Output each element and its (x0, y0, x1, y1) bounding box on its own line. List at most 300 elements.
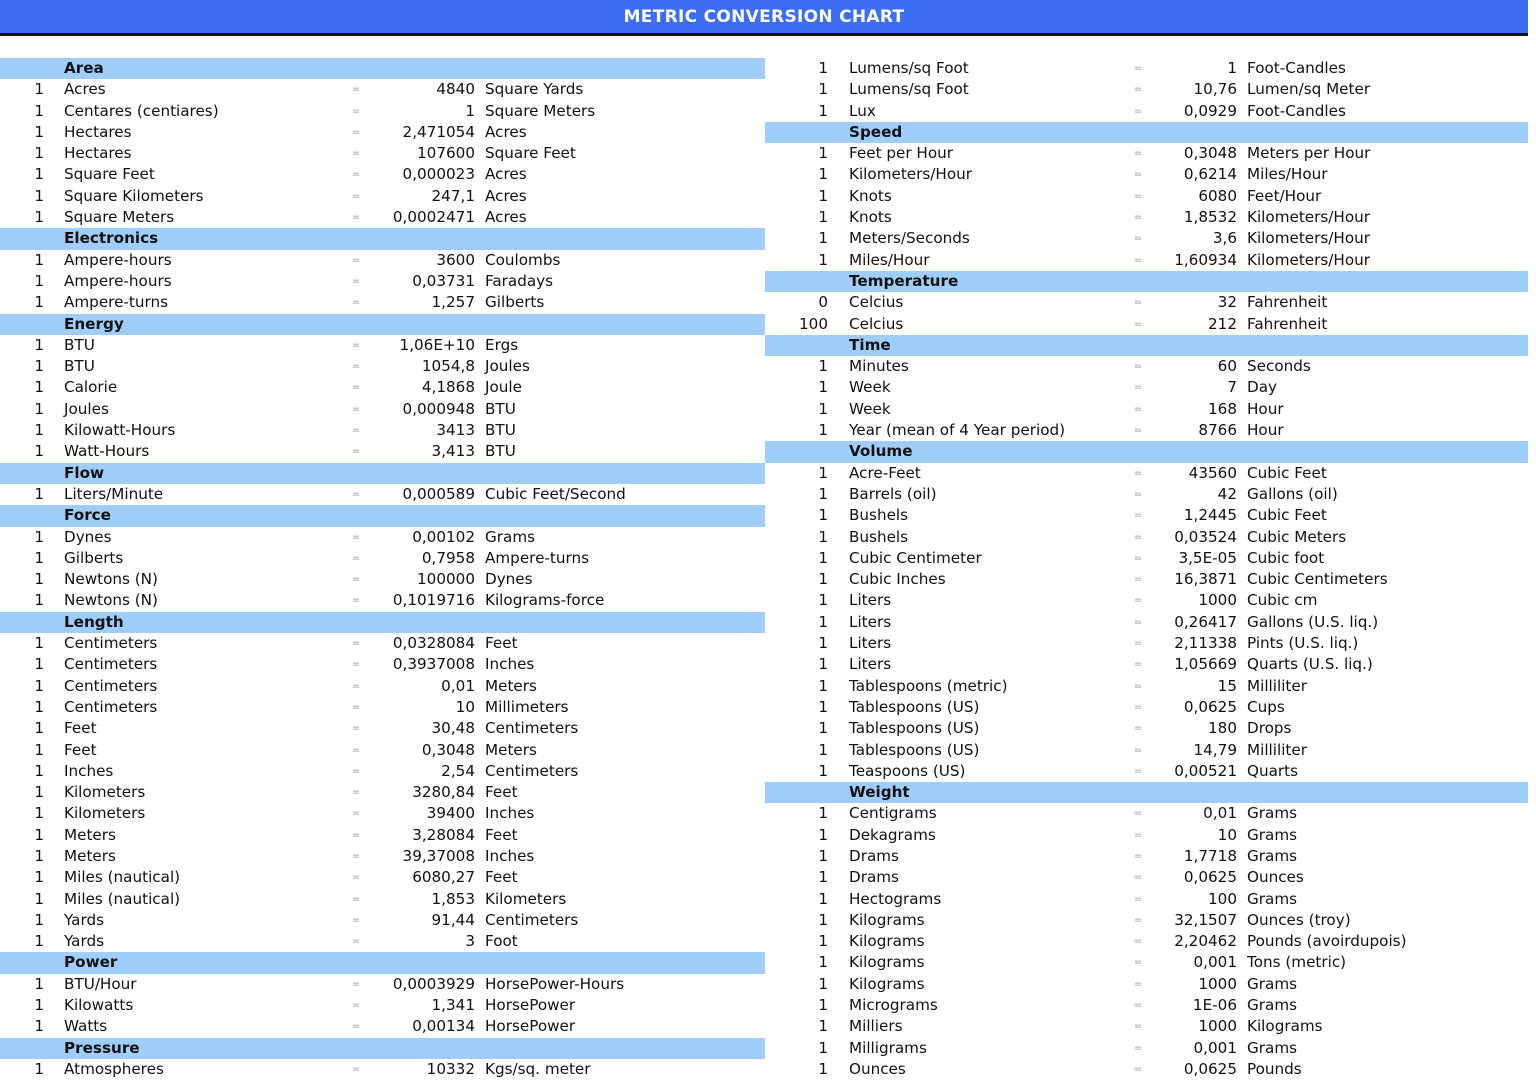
conversion-row (0, 846, 765, 867)
from-unit: Inches (64, 761, 114, 780)
conversion-row (0, 399, 765, 420)
from-unit: Kilograms (849, 953, 925, 972)
equals-sign: = (351, 850, 361, 862)
converted-value: 10 (1217, 825, 1237, 844)
conversion-row (765, 314, 1528, 335)
equals-sign: = (1133, 893, 1143, 905)
to-unit: Joule (485, 378, 522, 397)
category-label: Energy (64, 314, 124, 333)
equals-sign: = (1133, 552, 1143, 564)
conversion-row (765, 420, 1528, 441)
category-label: Length (64, 612, 124, 631)
from-unit: Barrels (oil) (849, 484, 937, 503)
converted-value: 4,1868 (421, 378, 475, 397)
conversion-row (765, 186, 1528, 207)
converted-value: 1,7718 (1183, 846, 1237, 865)
converted-value: 14,79 (1193, 740, 1237, 759)
to-unit: Ergs (485, 335, 519, 354)
equals-sign: = (351, 275, 361, 287)
equals-sign: = (351, 574, 361, 586)
to-unit: Cubic Meters (1247, 527, 1347, 546)
equals-sign: = (1133, 765, 1143, 777)
to-unit: Kilometers/Hour (1247, 229, 1370, 248)
converted-value: 0,0625 (1183, 868, 1237, 887)
converted-value: 0,3048 (1183, 144, 1237, 163)
from-quantity: 1 (34, 697, 44, 716)
to-unit: Ounces (1247, 868, 1304, 887)
from-quantity: 1 (34, 676, 44, 695)
from-quantity: 1 (34, 271, 44, 290)
conversion-row (0, 697, 765, 718)
conversion-row (765, 484, 1528, 505)
converted-value: 6080 (1198, 186, 1237, 205)
converted-value: 0,000023 (402, 165, 475, 184)
from-unit: Meters/Seconds (849, 229, 970, 248)
to-unit: Meters (485, 676, 537, 695)
to-unit: Ampere-turns (485, 548, 589, 567)
from-quantity: 1 (818, 846, 828, 865)
category-header (0, 314, 765, 335)
converted-value: 0,3048 (421, 740, 475, 759)
converted-value: 32,1507 (1174, 910, 1237, 929)
converted-value: 1,8532 (1183, 208, 1237, 227)
converted-value: 1000 (1198, 974, 1237, 993)
conversion-row (765, 143, 1528, 164)
converted-value: 0,26417 (1174, 612, 1237, 631)
from-quantity: 1 (818, 186, 828, 205)
equals-sign: = (351, 893, 361, 905)
from-unit: BTU (64, 357, 95, 376)
converted-value: 0,000589 (402, 484, 475, 503)
to-unit: Foot-Candles (1247, 101, 1346, 120)
to-unit: Kilometers/Hour (1247, 250, 1370, 269)
from-unit: BTU (64, 335, 95, 354)
to-unit: Hour (1247, 399, 1284, 418)
category-header (0, 505, 765, 526)
to-unit: Drops (1247, 719, 1292, 738)
conversion-row (0, 867, 765, 888)
from-unit: Kilowatts (64, 996, 134, 1015)
conversion-row (0, 676, 765, 697)
from-quantity: 1 (34, 548, 44, 567)
conversion-row (0, 122, 765, 143)
from-unit: Year (mean of 4 Year period) (849, 421, 1066, 440)
from-quantity: 1 (34, 570, 44, 589)
from-unit: Tablespoons (US) (849, 697, 980, 716)
converted-value: 168 (1208, 399, 1237, 418)
from-quantity: 1 (818, 357, 828, 376)
converted-value: 2,20462 (1174, 932, 1237, 951)
from-unit: Tablespoons (US) (849, 719, 980, 738)
equals-sign: = (1133, 1063, 1143, 1075)
to-unit: Joules (485, 357, 530, 376)
from-unit: Joules (64, 399, 109, 418)
conversion-row (765, 164, 1528, 185)
converted-value: 0,7958 (421, 548, 475, 567)
converted-value: 1000 (1198, 591, 1237, 610)
conversion-row (0, 186, 765, 207)
from-quantity: 1 (34, 378, 44, 397)
from-quantity: 1 (34, 719, 44, 738)
equals-sign: = (1133, 84, 1143, 96)
converted-value: 1 (465, 101, 475, 120)
conversion-row (0, 633, 765, 654)
to-unit: Acres (485, 165, 527, 184)
to-unit: Feet (485, 634, 518, 653)
converted-value: 0,001 (1193, 953, 1237, 972)
from-quantity: 1 (818, 59, 828, 77)
converted-value: 1,06E+10 (399, 335, 475, 354)
equals-sign: = (351, 361, 361, 373)
converted-value: 3,413 (431, 442, 475, 461)
converted-value: 0,0328084 (392, 634, 475, 653)
from-unit: Atmospheres (64, 1059, 164, 1078)
conversion-row (765, 79, 1528, 100)
conversion-row (765, 676, 1528, 697)
from-quantity: 1 (818, 463, 828, 482)
converted-value: 1,60934 (1174, 250, 1237, 269)
from-unit: Kilometers (64, 783, 146, 802)
to-unit: Tons (metric) (1247, 953, 1347, 972)
converted-value: 0,1019716 (392, 591, 475, 610)
to-unit: Hour (1247, 421, 1284, 440)
from-unit: Ounces (849, 1059, 906, 1078)
equals-sign: = (351, 403, 361, 415)
to-unit: Cubic cm (1247, 591, 1318, 610)
equals-sign: = (1133, 638, 1143, 650)
from-unit: Lumens/sq Foot (849, 59, 969, 77)
converted-value: 15 (1217, 676, 1237, 695)
to-unit: Grams (1247, 889, 1298, 908)
from-quantity: 1 (34, 335, 44, 354)
from-unit: Minutes (849, 357, 909, 376)
to-unit: HorsePower-Hours (485, 974, 625, 993)
conversion-row (0, 548, 765, 569)
from-quantity: 1 (818, 761, 828, 780)
to-unit: Quarts (1247, 761, 1298, 780)
from-quantity: 1 (34, 186, 44, 205)
from-quantity: 1 (34, 122, 44, 141)
conversion-row (0, 569, 765, 590)
conversion-row (0, 356, 765, 377)
to-unit: Faradays (485, 271, 554, 290)
converted-value: 3600 (436, 250, 475, 269)
converted-value: 10,76 (1193, 80, 1237, 99)
conversion-row (765, 356, 1528, 377)
conversion-row (765, 825, 1528, 846)
conversion-row (0, 207, 765, 228)
from-quantity: 1 (34, 208, 44, 227)
from-quantity: 1 (818, 1059, 828, 1078)
equals-sign: = (351, 638, 361, 650)
category-header (0, 1038, 765, 1059)
converted-value: 0,03524 (1174, 527, 1237, 546)
conversion-row (0, 164, 765, 185)
from-quantity: 1 (34, 527, 44, 546)
from-unit: Feet (64, 740, 97, 759)
conversion-row (765, 803, 1528, 824)
conversion-row (0, 335, 765, 356)
converted-value: 1,341 (431, 996, 475, 1015)
to-unit: Gallons (oil) (1247, 484, 1338, 503)
from-quantity: 1 (818, 804, 828, 823)
from-unit: Ampere-hours (64, 271, 172, 290)
category-header (0, 612, 765, 633)
converted-value: 107600 (417, 144, 475, 163)
equals-sign: = (351, 914, 361, 926)
from-unit: Yards (64, 932, 105, 951)
equals-sign: = (1133, 723, 1143, 735)
converted-value: 180 (1208, 719, 1237, 738)
category-label: Power (64, 953, 118, 972)
from-quantity: 0 (818, 293, 828, 312)
conversion-row (0, 761, 765, 782)
conversion-row (0, 889, 765, 910)
to-unit: Kgs/sq. meter (485, 1059, 591, 1078)
to-unit: Acres (485, 122, 527, 141)
to-unit: Grams (1247, 1038, 1298, 1057)
equals-sign: = (1133, 190, 1143, 202)
from-quantity: 1 (34, 889, 44, 908)
conversion-row (765, 910, 1528, 931)
equals-sign: = (351, 148, 361, 160)
equals-sign: = (351, 212, 361, 224)
from-unit: Centimeters (64, 676, 158, 695)
equals-sign: = (1133, 510, 1143, 522)
from-quantity: 1 (34, 357, 44, 376)
equals-sign: = (351, 765, 361, 777)
conversion-row (765, 612, 1528, 633)
converted-value: 0,0003929 (392, 974, 475, 993)
equals-sign: = (1133, 361, 1143, 373)
conversion-row (765, 889, 1528, 910)
to-unit: BTU (485, 399, 516, 418)
to-unit: Feet (485, 825, 518, 844)
equals-sign: = (351, 190, 361, 202)
to-unit: Cups (1247, 697, 1285, 716)
converted-value: 247,1 (431, 186, 475, 205)
from-quantity: 1 (34, 932, 44, 951)
from-quantity: 1 (818, 740, 828, 759)
from-unit: Centimeters (64, 655, 158, 674)
from-unit: Calorie (64, 378, 118, 397)
conversion-row (0, 825, 765, 846)
from-unit: Bushels (849, 527, 909, 546)
equals-sign: = (351, 84, 361, 96)
converted-value: 60 (1217, 357, 1237, 376)
converted-value: 3,5E-05 (1178, 548, 1237, 567)
to-unit: Cubic Feet/Second (485, 484, 626, 503)
to-unit: Cubic Feet (1247, 506, 1327, 525)
converted-value: 7 (1227, 378, 1237, 397)
to-unit: Centimeters (485, 719, 579, 738)
to-unit: Grams (485, 527, 536, 546)
from-unit: Acre-Feet (849, 463, 921, 482)
from-unit: Ampere-hours (64, 250, 172, 269)
conversion-row (765, 718, 1528, 739)
equals-sign: = (1133, 616, 1143, 628)
from-unit: Centimeters (64, 697, 158, 716)
to-unit: Acres (485, 208, 527, 227)
from-unit: Milliers (849, 1017, 903, 1036)
to-unit: Ounces (troy) (1247, 910, 1351, 929)
equals-sign: = (1133, 63, 1143, 74)
category-header (0, 58, 765, 79)
equals-sign: = (351, 297, 361, 309)
converted-value: 2,11338 (1174, 634, 1237, 653)
from-unit: Feet per Hour (849, 144, 954, 163)
category-header (765, 782, 1528, 803)
equals-sign: = (1133, 297, 1143, 309)
to-unit: Miles/Hour (1247, 165, 1328, 184)
category-header (0, 463, 765, 484)
from-quantity: 1 (818, 399, 828, 418)
from-quantity: 1 (818, 378, 828, 397)
conversion-row (765, 399, 1528, 420)
to-unit: BTU (485, 421, 516, 440)
to-unit: Milliliter (1247, 676, 1307, 695)
from-quantity: 1 (34, 996, 44, 1015)
converted-value: 1,257 (431, 293, 475, 312)
converted-value: 0,6214 (1183, 165, 1237, 184)
to-unit: Gilberts (485, 293, 545, 312)
equals-sign: = (351, 105, 361, 117)
conversion-row (0, 740, 765, 761)
equals-sign: = (1133, 318, 1143, 330)
conversion-row (765, 101, 1528, 122)
equals-sign: = (1133, 531, 1143, 543)
equals-sign: = (1133, 169, 1143, 181)
equals-sign: = (1133, 212, 1143, 224)
to-unit: HorsePower (485, 996, 576, 1015)
converted-value: 100000 (417, 570, 475, 589)
to-unit: Coulombs (485, 250, 561, 269)
conversion-row (765, 228, 1528, 249)
equals-sign: = (1133, 914, 1143, 926)
to-unit: Meters per Hour (1247, 144, 1371, 163)
equals-sign: = (1133, 872, 1143, 884)
from-quantity: 1 (818, 165, 828, 184)
from-quantity: 1 (818, 697, 828, 716)
from-quantity: 1 (818, 101, 828, 120)
converted-value: 3280,84 (412, 783, 475, 802)
to-unit: Square Meters (485, 101, 596, 120)
from-quantity: 1 (818, 1038, 828, 1057)
converted-value: 42 (1217, 484, 1237, 503)
conversion-row (0, 143, 765, 164)
conversion-row (765, 548, 1528, 569)
conversion-row (0, 250, 765, 271)
equals-sign: = (351, 552, 361, 564)
converted-value: 0,0625 (1183, 697, 1237, 716)
category-header (765, 335, 1528, 356)
to-unit: Kilometers (485, 889, 567, 908)
converted-value: 212 (1208, 314, 1237, 333)
equals-sign: = (1133, 403, 1143, 415)
equals-sign: = (351, 339, 361, 351)
converted-value: 0,01 (441, 676, 475, 695)
converted-value: 1,2445 (1183, 506, 1237, 525)
to-unit: Inches (485, 655, 535, 674)
to-unit: BTU (485, 442, 516, 461)
to-unit: Dynes (485, 570, 533, 589)
equals-sign: = (351, 169, 361, 181)
equals-sign: = (351, 936, 361, 948)
from-quantity: 1 (818, 229, 828, 248)
equals-sign: = (1133, 1000, 1143, 1012)
category-label: Temperature (849, 271, 959, 290)
equals-sign: = (351, 126, 361, 138)
from-unit: Ampere-turns (64, 293, 168, 312)
from-quantity: 1 (818, 634, 828, 653)
from-quantity: 1 (818, 570, 828, 589)
from-quantity: 1 (818, 612, 828, 631)
to-unit: Cubic Feet (1247, 463, 1327, 482)
conversion-row (765, 463, 1528, 484)
from-quantity: 100 (799, 314, 828, 333)
converted-value: 2,54 (441, 761, 475, 780)
equals-sign: = (1133, 148, 1143, 160)
converted-value: 10332 (426, 1059, 475, 1078)
conversion-row (765, 697, 1528, 718)
to-unit: Pounds (1247, 1059, 1302, 1078)
conversion-row (765, 1038, 1528, 1059)
converted-value: 39,37008 (402, 846, 475, 865)
from-quantity: 1 (34, 1017, 44, 1036)
conversion-row (0, 1059, 765, 1080)
from-unit: Tablespoons (metric) (849, 676, 1008, 695)
right-column (765, 58, 1528, 1080)
converted-value: 1,853 (431, 889, 475, 908)
converted-value: 3,6 (1212, 229, 1237, 248)
converted-value: 43560 (1188, 463, 1237, 482)
from-unit: Miles/Hour (849, 250, 930, 269)
category-header (765, 271, 1528, 292)
category-label: Volume (849, 442, 913, 461)
from-unit: Micrograms (849, 996, 938, 1015)
from-unit: Dekagrams (849, 825, 936, 844)
from-quantity: 1 (818, 676, 828, 695)
from-unit: Bushels (849, 506, 909, 525)
category-label: Area (64, 59, 104, 77)
conversion-row (765, 740, 1528, 761)
from-quantity: 1 (34, 165, 44, 184)
from-unit: Hectares (64, 122, 132, 141)
converted-value: 0,3937008 (392, 655, 475, 674)
converted-value: 91,44 (431, 910, 475, 929)
equals-sign: = (1133, 595, 1143, 607)
equals-sign: = (1133, 744, 1143, 756)
to-unit: Square Yards (485, 80, 584, 99)
converted-value: 0,00134 (412, 1017, 475, 1036)
to-unit: Feet/Hour (1247, 186, 1322, 205)
equals-sign: = (351, 595, 361, 607)
conversion-row (765, 292, 1528, 313)
category-label: Flow (64, 463, 105, 482)
from-quantity: 1 (34, 101, 44, 120)
conversion-row (765, 1016, 1528, 1037)
from-unit: Meters (64, 846, 116, 865)
conversion-row (0, 910, 765, 931)
from-quantity: 1 (34, 442, 44, 461)
to-unit: Grams (1247, 974, 1298, 993)
from-unit: Meters (64, 825, 116, 844)
from-unit: Watt-Hours (64, 442, 150, 461)
from-unit: Newtons (N) (64, 570, 158, 589)
from-quantity: 1 (818, 548, 828, 567)
from-unit: Milligrams (849, 1038, 927, 1057)
from-quantity: 1 (818, 889, 828, 908)
